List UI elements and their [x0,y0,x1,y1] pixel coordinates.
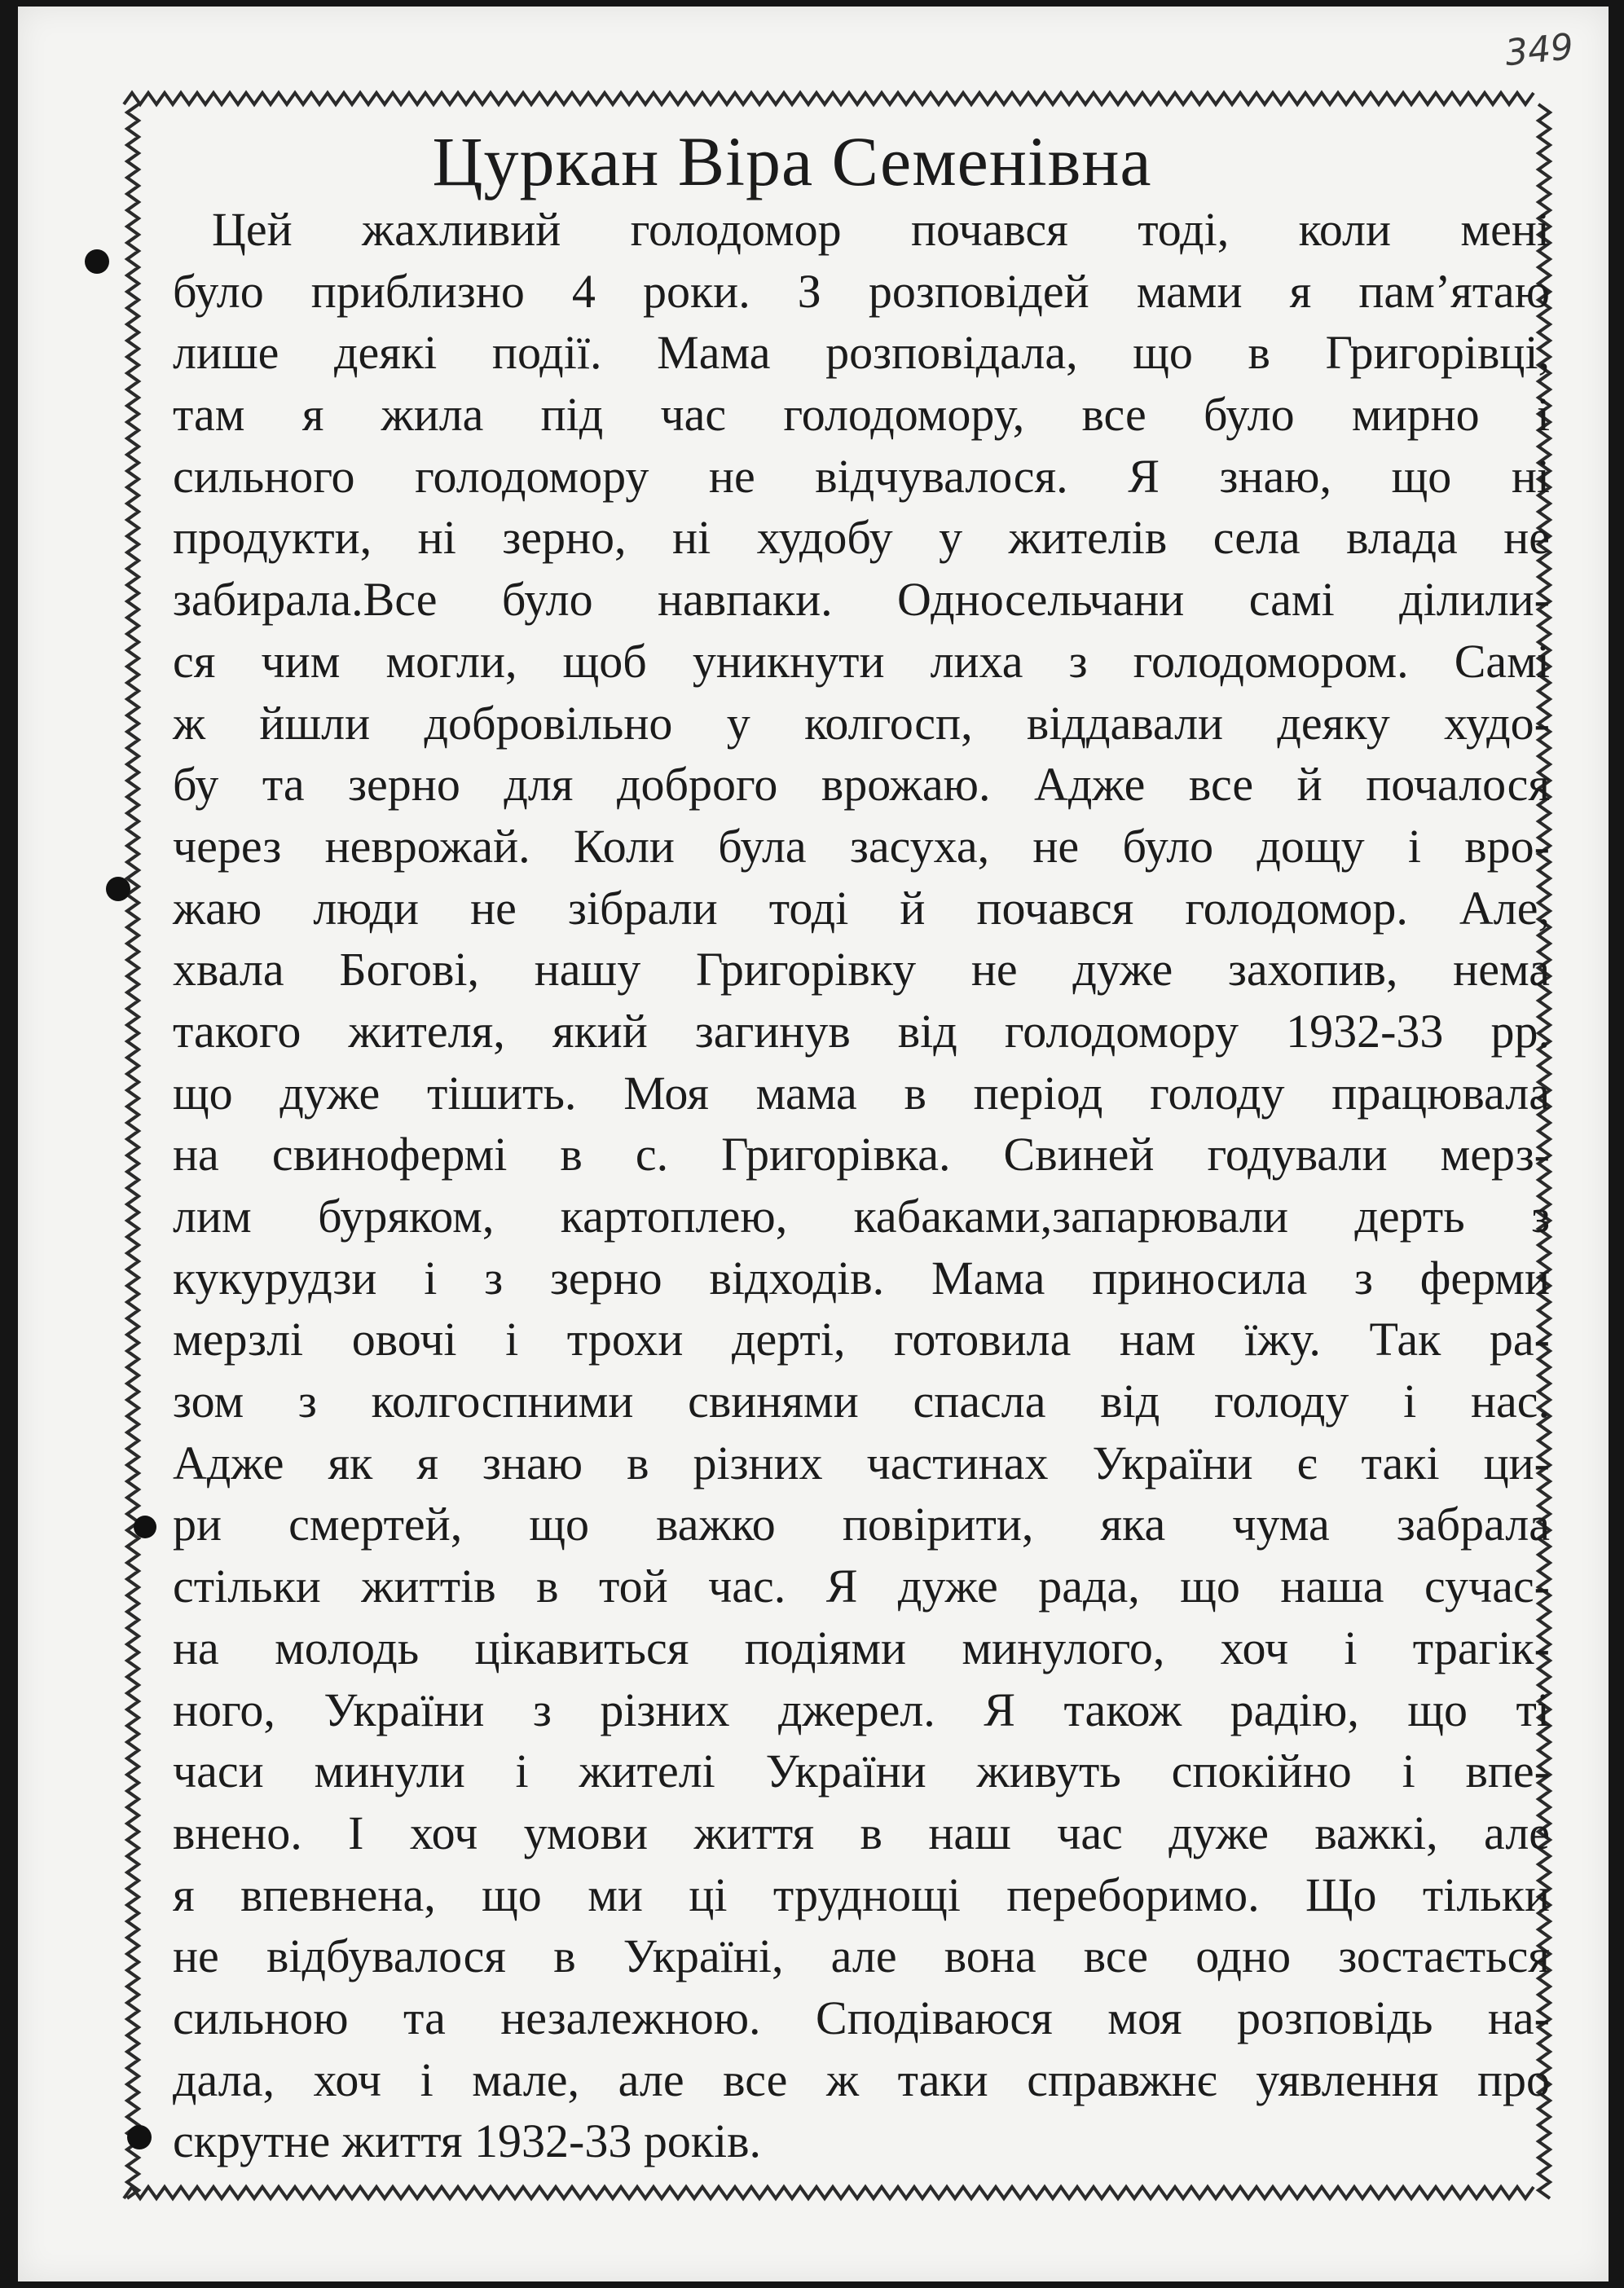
text-line: дала, хоч і мале, але все ж таки справжнє уявлення про [173,2053,1550,2106]
text-line: ного, України з різних джерел. Я також радію, що ті [173,1683,1550,1736]
page-number: 349 [1503,25,1576,75]
text-line: продукти, ні зерно, ні худобу у жителів села влада не [173,511,1550,565]
body-text [173,199,1550,2172]
text-line: сильною та незалежною. Сподіваюся моя розповідь на- [173,1991,1550,2044]
text-line: кукурудзи і з зерно відходів. Мама приносила з ферми [173,1251,1550,1305]
document-page [18,7,1609,2281]
text-line: там я жила під час голодомору, все було мирно і [173,388,1550,442]
text-line: що дуже тішить. Моя мама в період голоду працювала [173,1066,1550,1120]
text-line: часи минули і жителі України живуть спокійно і впе- [173,1745,1550,1798]
text-line: не відбувалося в Україні, але вона все одно зостається [173,1929,1550,1983]
punch-hole [85,249,109,274]
text-line: ся чим могли, щоб уникнути лиха з голодомором. Самі [173,634,1550,688]
text-line: забирала.Все було навпаки. Односельчани самі ділили- [173,573,1550,627]
punch-hole [127,2125,152,2149]
text-line: бу та зерно для доброго врожаю. Адже все й почалося [173,758,1550,812]
text-line: Адже як я знаю в різних частинах України є такі ци- [173,1436,1550,1489]
text-line: було приблизно 4 роки. З розповідей мами я пам’ятаю [173,264,1550,318]
text-line: внено. І хоч умови життя в наш час дуже важкі, але [173,1806,1550,1859]
text-line: жаю люди не зібрали тоді й почався голодомор. Але, [173,881,1550,935]
text-line: Цей жахливий голодомор почався тоді, коли мені [212,203,1550,256]
text-line: зом з колгоспними свинями спасла від голоду і нас. [173,1375,1550,1428]
text-line: мерзлі овочі і трохи дерті, готовила нам їжу. Так ра- [173,1313,1550,1366]
text-line: ж йшли добровільно у колгосп, віддавали деяку худо- [173,696,1550,750]
text-line: лим буряком, картоплею, кабаками,запарювали дерть з [173,1190,1550,1243]
text-line: ри смертей, що важко повірити, яка чума забрала [173,1498,1550,1551]
punch-hole [106,877,130,901]
text-line: сильного голодомору не відчувалося. Я знаю, що ні [173,449,1550,503]
text-line: лише деякі події. Мама розповідала, що в Григорівці, [173,326,1550,380]
text-line: скрутне життя 1932-33 років. [173,2114,761,2168]
document-title: Цуркан Віра Семенівна [432,122,1152,200]
text-line: стільки життів в той час. Я дуже рада, що наша сучас- [173,1560,1550,1613]
text-line: я впевнена, що ми ці труднощі переборимо. Що тільки [173,1868,1550,1921]
text-line: на свинофермі в с. Григорівка. Свиней годували мерз- [173,1128,1550,1181]
text-line: на молодь цікавиться подіями минулого, хоч і трагік- [173,1621,1550,1674]
text-line: через неврожай. Коли була засуха, не було дощу і вро- [173,819,1550,873]
punch-hole [134,1516,156,1538]
text-line: хвала Богові, нашу Григорівку не дуже захопив, нема [173,943,1550,997]
text-line: такого жителя, який загинув від голодомору 1932-33 рр. [173,1004,1550,1058]
